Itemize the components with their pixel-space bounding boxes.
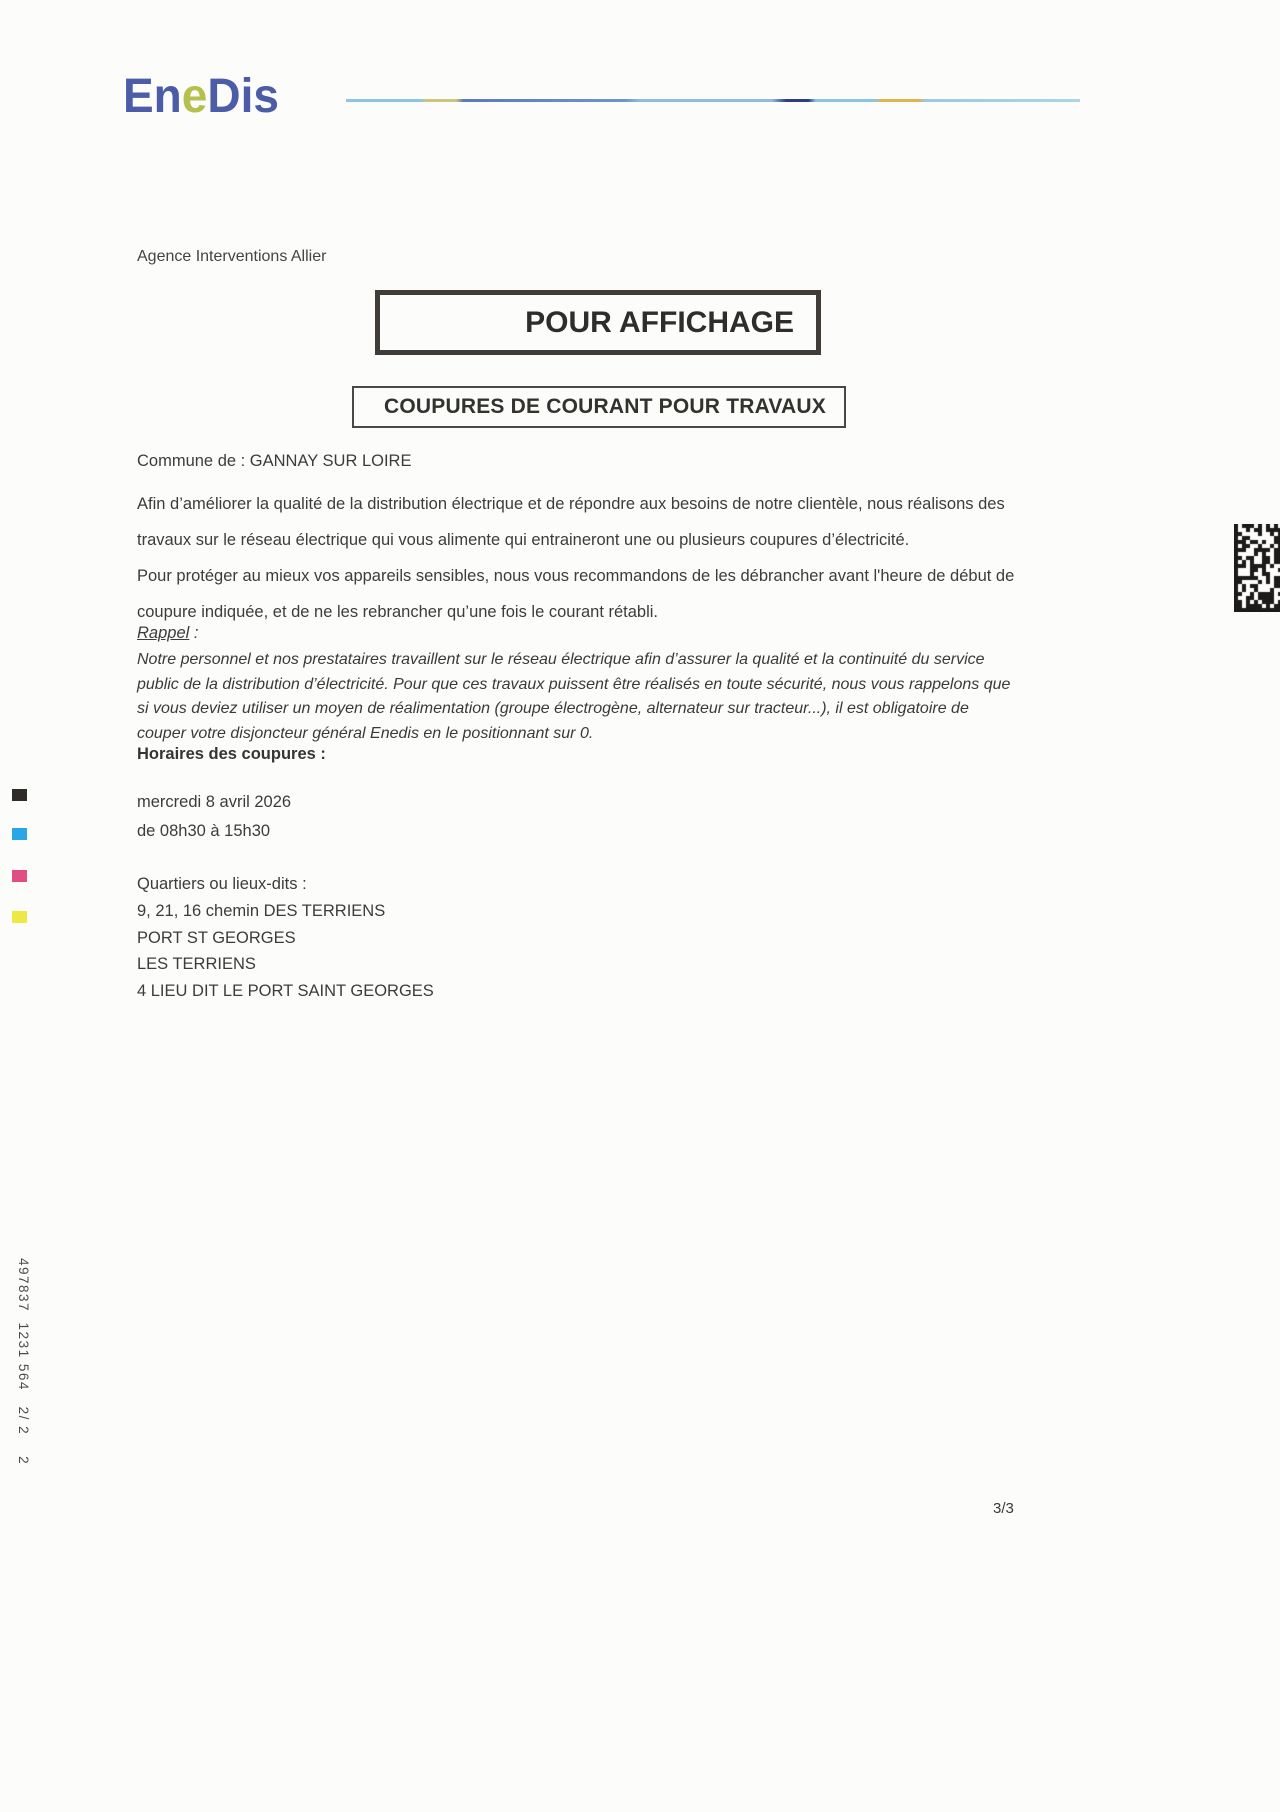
rappel-paragraph: Notre personnel et nos prestataires travaillent sur le réseau électrique afin d’assurer la qualité et la continuité du service public de la distribution d’électricité. Pour que ces travaux puissent être réalisés en toute sécurité, nous vous rappelons que si vous deviez utiliser un moyen de réalimentation (groupe électrogène, alternateur sur tracteur...), il est obligatoire de couper votre disjoncteur général Enedis en le positionnant sur 0. bbox=[137, 651, 1011, 742]
commune-line: Commune de : GANNAY SUR LOIRE bbox=[137, 452, 412, 470]
quartiers-heading: Quartiers ou lieux-dits : bbox=[137, 875, 307, 893]
quartier-item: PORT ST GEORGES bbox=[137, 929, 296, 947]
horaires-heading: Horaires des coupures : bbox=[137, 745, 326, 763]
calibration-mark-black bbox=[12, 789, 27, 801]
agency-name: Agence Interventions Allier bbox=[137, 248, 327, 265]
quartier-item: 9, 21, 16 chemin DES TERRIENS bbox=[137, 902, 386, 920]
quartier-item: LES TERRIENS bbox=[137, 955, 256, 973]
calibration-mark-magenta bbox=[12, 870, 27, 882]
paragraph-intro: Afin d’améliorer la qualité de la distribution électrique et de répondre aux besoins de notre clientèle, nous réalisons des travaux sur le réseau électrique qui vous alimente qui entraineront une ou plusieurs coupures d’électricité. bbox=[137, 495, 1005, 549]
page-number: 3/3 bbox=[993, 1500, 1014, 1517]
rappel-label bbox=[137, 624, 198, 643]
header-divider-line bbox=[346, 99, 1080, 102]
logo-text-left: En bbox=[123, 67, 182, 123]
enedis-logo bbox=[123, 68, 279, 122]
logo-text-right: Dis bbox=[207, 67, 279, 123]
pour-affichage-text: POUR AFFICHAGE bbox=[525, 305, 794, 339]
outage-hours: de 08h30 à 15h30 bbox=[137, 822, 271, 840]
calibration-mark-cyan bbox=[12, 828, 27, 840]
quartier-item: 4 LIEU DIT LE PORT SAINT GEORGES bbox=[137, 982, 434, 1000]
pour-affichage-stamp bbox=[375, 290, 821, 355]
datamatrix-barcode bbox=[1234, 524, 1280, 612]
paragraph-advice: Pour protéger au mieux vos appareils sensibles, nous vous recommandons de les débrancher avant l'heure de début de coupure indiquée, et de ne les rebrancher qu’une fois le courant rétabli. bbox=[137, 567, 1015, 621]
coupures-title-text: COUPURES DE COURANT POUR TRAVAUX bbox=[384, 395, 826, 418]
rappel-word: Rappel bbox=[137, 624, 190, 642]
outage-date: mercredi 8 avril 2026 bbox=[137, 793, 292, 811]
calibration-mark-yellow bbox=[12, 911, 27, 923]
print-code-vertical: 497837 1231 564 2/ 2 2 bbox=[16, 1258, 31, 1466]
logo-text-mid: e bbox=[181, 67, 208, 123]
coupures-title-box bbox=[352, 386, 846, 428]
rappel-colon: : bbox=[189, 624, 199, 642]
